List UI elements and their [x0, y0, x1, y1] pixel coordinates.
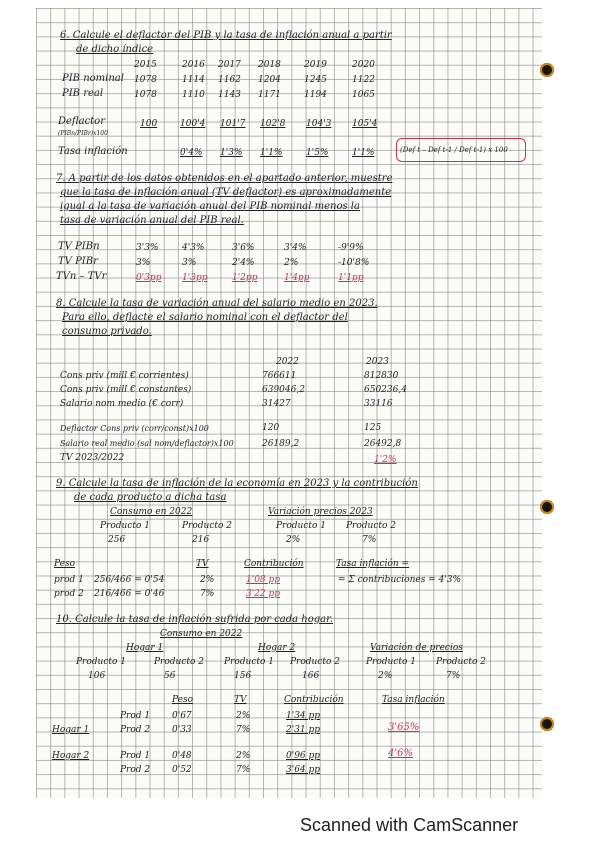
s9-value-2pct: 2% [286, 535, 301, 545]
s10-value-7pct: 7% [446, 671, 461, 681]
s10-h1-prod1: Producto 1 [76, 657, 126, 667]
s10-h1-p2-label: Prod 2 [120, 725, 151, 735]
s9-tasa-formula: = Σ contribuciones = 4'3% [338, 575, 462, 585]
s10-value-106: 106 [88, 671, 106, 681]
deflactor-2015: 100 [140, 119, 158, 129]
tv-pibr-2017: 3% [182, 258, 197, 268]
s8-year-2023: 2023 [366, 357, 389, 367]
s10-value-156: 156 [234, 671, 252, 681]
pib-nominal-2018: 1204 [258, 75, 281, 85]
s10-variacion-label: Variación de precios [370, 643, 463, 653]
salario-nom-2022: 31427 [262, 399, 291, 409]
s9-prod1-var: Producto 1 [276, 521, 326, 531]
s7-line1: 7. A partir de los datos obtenidos en el apartado anterior, muestre [56, 173, 393, 184]
tasa-2020: 1'1% [352, 148, 375, 158]
s9-line2: de cada producto a dicha tasa [74, 492, 227, 503]
binder-hole [540, 63, 554, 77]
s9-prod1-contrib: 1'08 pp [246, 575, 281, 585]
year-2019: 2019 [304, 60, 327, 70]
s10-value-56: 56 [164, 671, 176, 681]
s9-peso-label: Peso [54, 559, 76, 569]
s10-h1-p1-peso: 0'67 [172, 711, 192, 721]
consumo-2022-label: Consumo en 2022 [110, 507, 193, 517]
tasa-2018: 1'1% [260, 148, 283, 158]
cons-corr-2023: 812830 [364, 371, 399, 381]
tv-salario-label: TV 2023/2022 [60, 453, 125, 463]
tv-pibr-2019: 2% [284, 258, 299, 268]
diff-2018: 1'2pp [232, 273, 258, 283]
s10-h2-p1-contrib: 0'96 pp [286, 751, 321, 761]
year-2020: 2020 [352, 60, 375, 70]
s9-prod1-cons: Producto 1 [100, 521, 150, 531]
s7-line4: tasa de variación anual del PIB real. [60, 215, 244, 226]
tvn-tvr-label: TVn – TVr [56, 271, 107, 282]
pib-real-2019: 1194 [304, 90, 327, 100]
s9-value-256: 256 [108, 535, 126, 545]
tasa-inflacion-label: Tasa inflación [58, 146, 128, 157]
notebook-page [36, 8, 542, 798]
pib-nominal-2016: 1114 [182, 75, 205, 85]
s10-h2-p2-label: Prod 2 [120, 765, 151, 775]
binder-hole [540, 717, 554, 731]
s10-tasa-label: Tasa inflación [382, 695, 445, 705]
binder-hole [540, 500, 554, 514]
s6-title-line2: de dicho índice [76, 44, 154, 55]
tv-pibn-2020: -9'9% [338, 243, 364, 253]
s9-prod2-peso: 216/466 = 0'46 [94, 589, 165, 599]
s10-h2-p2-contrib: 3'64 pp [286, 765, 321, 775]
deflactor-2019: 104'3 [306, 119, 332, 129]
salario-nom-label: Salario nom medio (€ corr) [60, 399, 184, 409]
s9-contrib-label: Contribución [244, 559, 304, 569]
variacion-2023-label: Variación precios 2023 [268, 507, 373, 517]
s9-tv-label: TV [196, 559, 209, 569]
diff-2016: 0'3pp [136, 273, 162, 283]
s8-line1: 8. Calcule la tasa de variación anual del salario medio en 2023. [56, 298, 378, 309]
salario-real-label: Salario real medio (sal nom/deflactor)x100 [60, 439, 234, 448]
pib-real-label: PIB real [62, 88, 104, 99]
tasa-2017: 1'3% [220, 148, 243, 158]
s10-title: 10. Calcule la tasa de inflación sufrida por cada hogar. [56, 614, 333, 625]
s10-value-2pct: 2% [378, 671, 393, 681]
tv-pibn-2019: 3'4% [284, 243, 307, 253]
s9-line1: 9. Calcule la tasa de inflación de la economía en 2023 y la contribución [56, 478, 418, 489]
diff-2020: 1'1pp [338, 273, 364, 283]
year-2018: 2018 [258, 60, 281, 70]
tv-pibr-2018: 2'4% [232, 258, 255, 268]
s10-h1-p2-peso: 0'33 [172, 725, 192, 735]
s10-consumo-label: Consumo en 2022 [160, 629, 243, 639]
pib-real-2017: 1143 [218, 90, 241, 100]
s10-h1-p1-contrib: 1'34 pp [286, 711, 321, 721]
s10-var-prod2: Producto 2 [436, 657, 486, 667]
s9-tasa-label: Tasa inflación = [336, 559, 410, 569]
tasa-2019: 1'5% [306, 148, 329, 158]
s10-tasa-hogar2: 4'6% [388, 748, 413, 759]
tv-pibr-label: TV PIBr [58, 256, 98, 267]
pib-real-2018: 1171 [258, 90, 281, 100]
pib-real-2020: 1065 [352, 90, 375, 100]
tv-pibn-2017: 4'3% [182, 243, 205, 253]
deflactor-2016: 100'4 [180, 119, 206, 129]
s10-h1-p1-tv: 2% [236, 711, 251, 721]
s9-prod1-tv: 2% [200, 575, 215, 585]
deflactor-formula: (PIBn/PIBr)x100 [58, 130, 108, 137]
s10-value-166: 166 [302, 671, 320, 681]
year-2015: 2015 [134, 60, 157, 70]
tv-salario-value: 1'2% [374, 455, 397, 465]
cons-corr-label: Cons priv (mill € corrientes) [60, 371, 189, 381]
s8-year-2022: 2022 [276, 357, 299, 367]
diff-2017: 1'3pp [182, 273, 208, 283]
s10-tv-label: TV [234, 695, 247, 705]
s10-h2-prod2: Producto 2 [290, 657, 340, 667]
s9-prod2-contrib: 3'22 pp [246, 589, 281, 599]
deflactor-label: Deflactor [58, 116, 105, 127]
s10-hogar1-label: Hogar 1 [52, 725, 90, 735]
pib-nominal-2017: 1162 [218, 75, 241, 85]
deflactor-cons-2022: 120 [262, 423, 280, 433]
tv-pibn-2018: 3'6% [232, 243, 255, 253]
s10-var-prod1: Producto 1 [366, 657, 416, 667]
s6-title-line1: 6. Calcule el deflactor del PIB y la tasa de inflación anual a partir [60, 30, 392, 41]
s10-h2-p2-tv: 7% [236, 765, 251, 775]
s10-h1-p2-contrib: 2'31 pp [286, 725, 321, 735]
tv-pibr-2020: -10'8% [338, 258, 370, 268]
s9-prod1-label: prod 1 [54, 575, 84, 585]
tv-pibn-2016: 3'3% [136, 243, 159, 253]
s9-value-7pct: 7% [362, 535, 377, 545]
pib-nominal-2019: 1245 [304, 75, 327, 85]
s9-prod1-peso: 256/466 = 0'54 [94, 575, 165, 585]
tv-pibr-2016: 3% [136, 258, 151, 268]
deflactor-cons-2023: 125 [364, 423, 382, 433]
s10-h2-prod1: Producto 1 [224, 657, 274, 667]
s10-h2-p1-tv: 2% [236, 751, 251, 761]
cons-corr-2022: 766611 [262, 371, 297, 381]
diff-2019: 1'4pp [284, 273, 310, 283]
deflactor-2018: 102'8 [260, 119, 286, 129]
tv-pibn-label: TV PIBn [58, 241, 100, 252]
s8-line3: consumo privado. [62, 326, 152, 337]
s10-h2-p1-peso: 0'48 [172, 751, 192, 761]
deflactor-2017: 101'7 [220, 119, 246, 129]
s10-peso-label: Peso [172, 695, 194, 705]
cons-const-2022: 639046,2 [262, 385, 305, 395]
s10-tasa-hogar1: 3'65% [388, 722, 420, 733]
tasa-formula: (Def t – Def t-1 / Def t-1) x 100 [400, 146, 508, 154]
deflactor-2020: 105'4 [352, 119, 378, 129]
cons-const-label: Cons priv (mill € constantes) [60, 385, 192, 395]
pib-nominal-2015: 1078 [134, 75, 157, 85]
s7-line2: que la tasa de inflación anual (TV deflactor) es aproximadamente [60, 187, 392, 198]
cons-const-2023: 650236,4 [364, 385, 407, 395]
s9-prod2-cons: Producto 2 [182, 521, 232, 531]
s9-value-216: 216 [192, 535, 210, 545]
s10-hogar1-header: Hogar 1 [126, 643, 164, 653]
pib-nominal-label: PIB nominal [62, 73, 124, 84]
year-2017: 2017 [218, 60, 241, 70]
s9-prod2-tv: 7% [200, 589, 215, 599]
s9-prod2-var: Producto 2 [346, 521, 396, 531]
salario-real-2023: 26492,8 [364, 439, 402, 449]
pib-nominal-2020: 1122 [352, 75, 375, 85]
salario-real-2022: 26189,2 [262, 439, 300, 449]
s10-h1-p1-label: Prod 1 [120, 711, 151, 721]
s10-h1-prod2: Producto 2 [154, 657, 204, 667]
pib-real-2016: 1110 [182, 90, 205, 100]
scanner-watermark: Scanned with CamScanner [300, 815, 519, 835]
salario-nom-2023: 33116 [364, 399, 393, 409]
s10-hogar2-label: Hogar 2 [52, 751, 90, 761]
year-2016: 2016 [182, 60, 205, 70]
s10-h2-p2-peso: 0'52 [172, 765, 192, 775]
deflactor-cons-label: Deflactor Cons priv (corr/const)x100 [60, 424, 209, 433]
s9-prod2-label: prod 2 [54, 589, 84, 599]
s10-h1-p2-tv: 7% [236, 725, 251, 735]
pib-real-2015: 1078 [134, 90, 157, 100]
s10-contrib-label: Contribución [284, 695, 344, 705]
s10-hogar2-header: Hogar 2 [258, 643, 296, 653]
s10-h2-p1-label: Prod 1 [120, 751, 151, 761]
s8-line2: Para ello, deflacte el salario nominal con el deflactor del [62, 312, 348, 323]
s7-line3: igual a la tasa de variación anual del PIB nominal menos la [60, 201, 360, 212]
tasa-2016: 0'4% [180, 148, 203, 158]
